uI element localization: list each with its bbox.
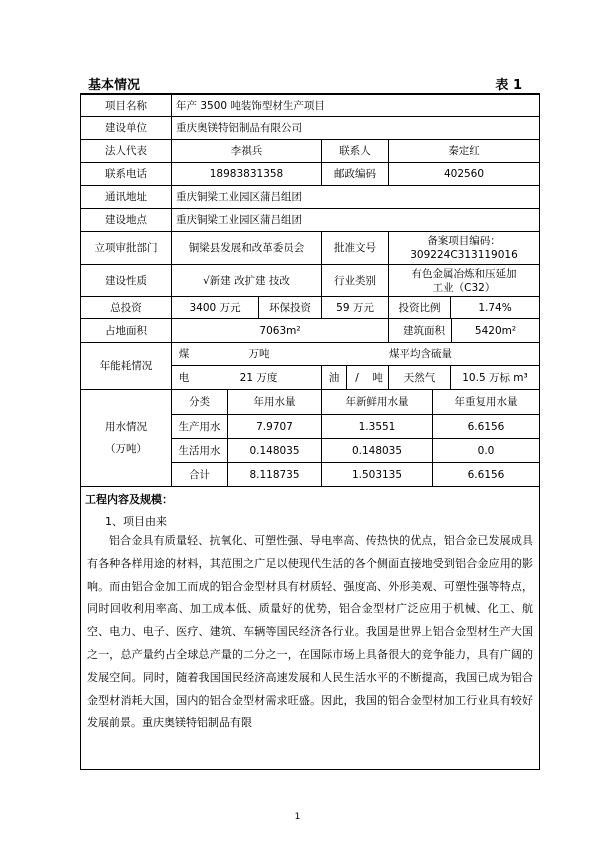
env-investment-label: 环保投资: [259, 297, 322, 319]
water-header-category: 分类: [172, 390, 228, 415]
approval-no: 备案项目编码：309224C313119016: [389, 232, 539, 265]
unit-label: 建设单位: [81, 117, 172, 140]
table-cell: 7.9707: [228, 415, 322, 439]
phone-label: 联系电话: [81, 163, 172, 186]
electricity-label: 电: [172, 366, 196, 390]
oil-unit: 吨: [367, 366, 389, 390]
coal-label: 煤: [172, 343, 196, 366]
postcode-label: 邮政编码: [322, 163, 389, 186]
build-area-label: 建筑面积: [389, 319, 451, 343]
contact-label: 联系人: [322, 140, 389, 163]
legal-rep: 李祺兵: [172, 140, 322, 163]
approval-no-label: 批准文号: [322, 232, 389, 265]
building-area: 5420m²: [451, 319, 539, 343]
content-subheading: 1、项目由来: [105, 515, 167, 528]
table-row-label: 生活用水: [172, 439, 228, 463]
project-name: 年产 3500 吨装饰型材生产项目: [172, 95, 539, 117]
construction-nature: √新建 改扩建 技改: [172, 265, 322, 297]
contact-person: 秦定红: [389, 140, 539, 163]
page-number: 1: [294, 812, 301, 822]
table-cell: 0.148035: [228, 439, 322, 463]
env-investment: 59 万元: [322, 297, 389, 319]
table-cell: 0.148035: [322, 439, 433, 463]
industry-label: 行业类别: [322, 265, 389, 297]
coal-unit: 万吨: [196, 343, 322, 366]
water-header-reuse: 年重复用水量: [433, 390, 539, 415]
section-title: 基本情况: [88, 78, 141, 93]
water-header-fresh: 年新鲜用水量: [322, 390, 433, 415]
gas-label: 天然气: [389, 366, 451, 390]
table-row-label: 生产用水: [172, 415, 228, 439]
energy-label: 年能耗情况: [81, 343, 172, 390]
investment-ratio: 1.74%: [451, 297, 539, 319]
investment-label: 总投资: [81, 297, 172, 319]
table-number: 表 1: [495, 78, 522, 93]
address: 重庆铜梁工业园区蒲吕组团: [172, 186, 539, 209]
table-cell: 6.6156: [433, 415, 539, 439]
oil-value: /: [347, 366, 367, 390]
content-heading: 工程内容及规模：: [85, 493, 173, 506]
table-cell: 8.118735: [228, 463, 322, 487]
table-cell: 1.503135: [322, 463, 433, 487]
water-header-annual: 年用水量: [228, 390, 322, 415]
total-investment: 3400 万元: [172, 297, 259, 319]
electricity: 21 万度: [196, 366, 322, 390]
oil-label: 油: [322, 366, 347, 390]
construction-unit: 重庆奥镁特铝制品有限公司: [172, 117, 539, 140]
table-cell: 6.6156: [433, 463, 539, 487]
ratio-label: 投资比例: [389, 297, 451, 319]
area-label: 占地面积: [81, 319, 172, 343]
project-name-label: 项目名称: [81, 95, 172, 117]
approval-dept: 铜梁县发展和改革委员会: [172, 232, 322, 265]
content-paragraph: 铝合金具有质量轻、抗氧化、可塑性强、导电率高、传热快的优点，铝合金已发展成具有各种各样用途的材料，其范围之广足以使现代生活的各个侧面直接地受到铝合金应用的影响。而由铝合金加工而成的铝合金型材具有材质轻、强度高、外形美观、可塑性强等特点，同时回收利用率高、加工成本低、质量好的优势，铝合金型材广泛应用于机械、化工、航空、电力、电子、医疗、建筑、车辆等国民经济各行业。我国是世界上铝合金型材生产大国之一，总产量约占全球总产量的二分之一，在国际市场上具备很大的竞争能力，具有广阔的发展空间。同时，随着我国国民经济高速发展和人民生活水平的不断提高，我国已成为铝合金型材消耗大国，国内的铝合金型材需求旺盛。因此，我国的铝合金型材加工行业具有较好发展前景。重庆奥镁特铝制品有限: [87, 534, 533, 730]
nature-label: 建设性质: [81, 265, 172, 297]
table-cell: 1.3551: [322, 415, 433, 439]
info-table: [80, 93, 540, 770]
construction-site: 重庆铜梁工业园区蒲吕组团: [172, 209, 539, 232]
table-cell: 0.0: [433, 439, 539, 463]
natural-gas: 10.5 万标 m³: [451, 366, 539, 390]
water-label: [81, 390, 172, 487]
legal-rep-label: 法人代表: [81, 140, 172, 163]
industry-category: 有色金属冶炼和压延加工业（C32）: [389, 265, 539, 297]
phone: 18983831358: [172, 163, 322, 186]
table-row-label: 合计: [172, 463, 228, 487]
sulfur-label: 煤平均含硫量: [322, 343, 539, 366]
address-label: 通讯地址: [81, 186, 172, 209]
water-label-line2: （万吨）: [105, 443, 147, 455]
site-label: 建设地点: [81, 209, 172, 232]
postcode: 402560: [389, 163, 539, 186]
water-label-line1: 用水情况: [105, 421, 147, 433]
land-area: 7063m²: [172, 319, 389, 343]
approval-dept-label: 立项审批部门: [81, 232, 172, 265]
